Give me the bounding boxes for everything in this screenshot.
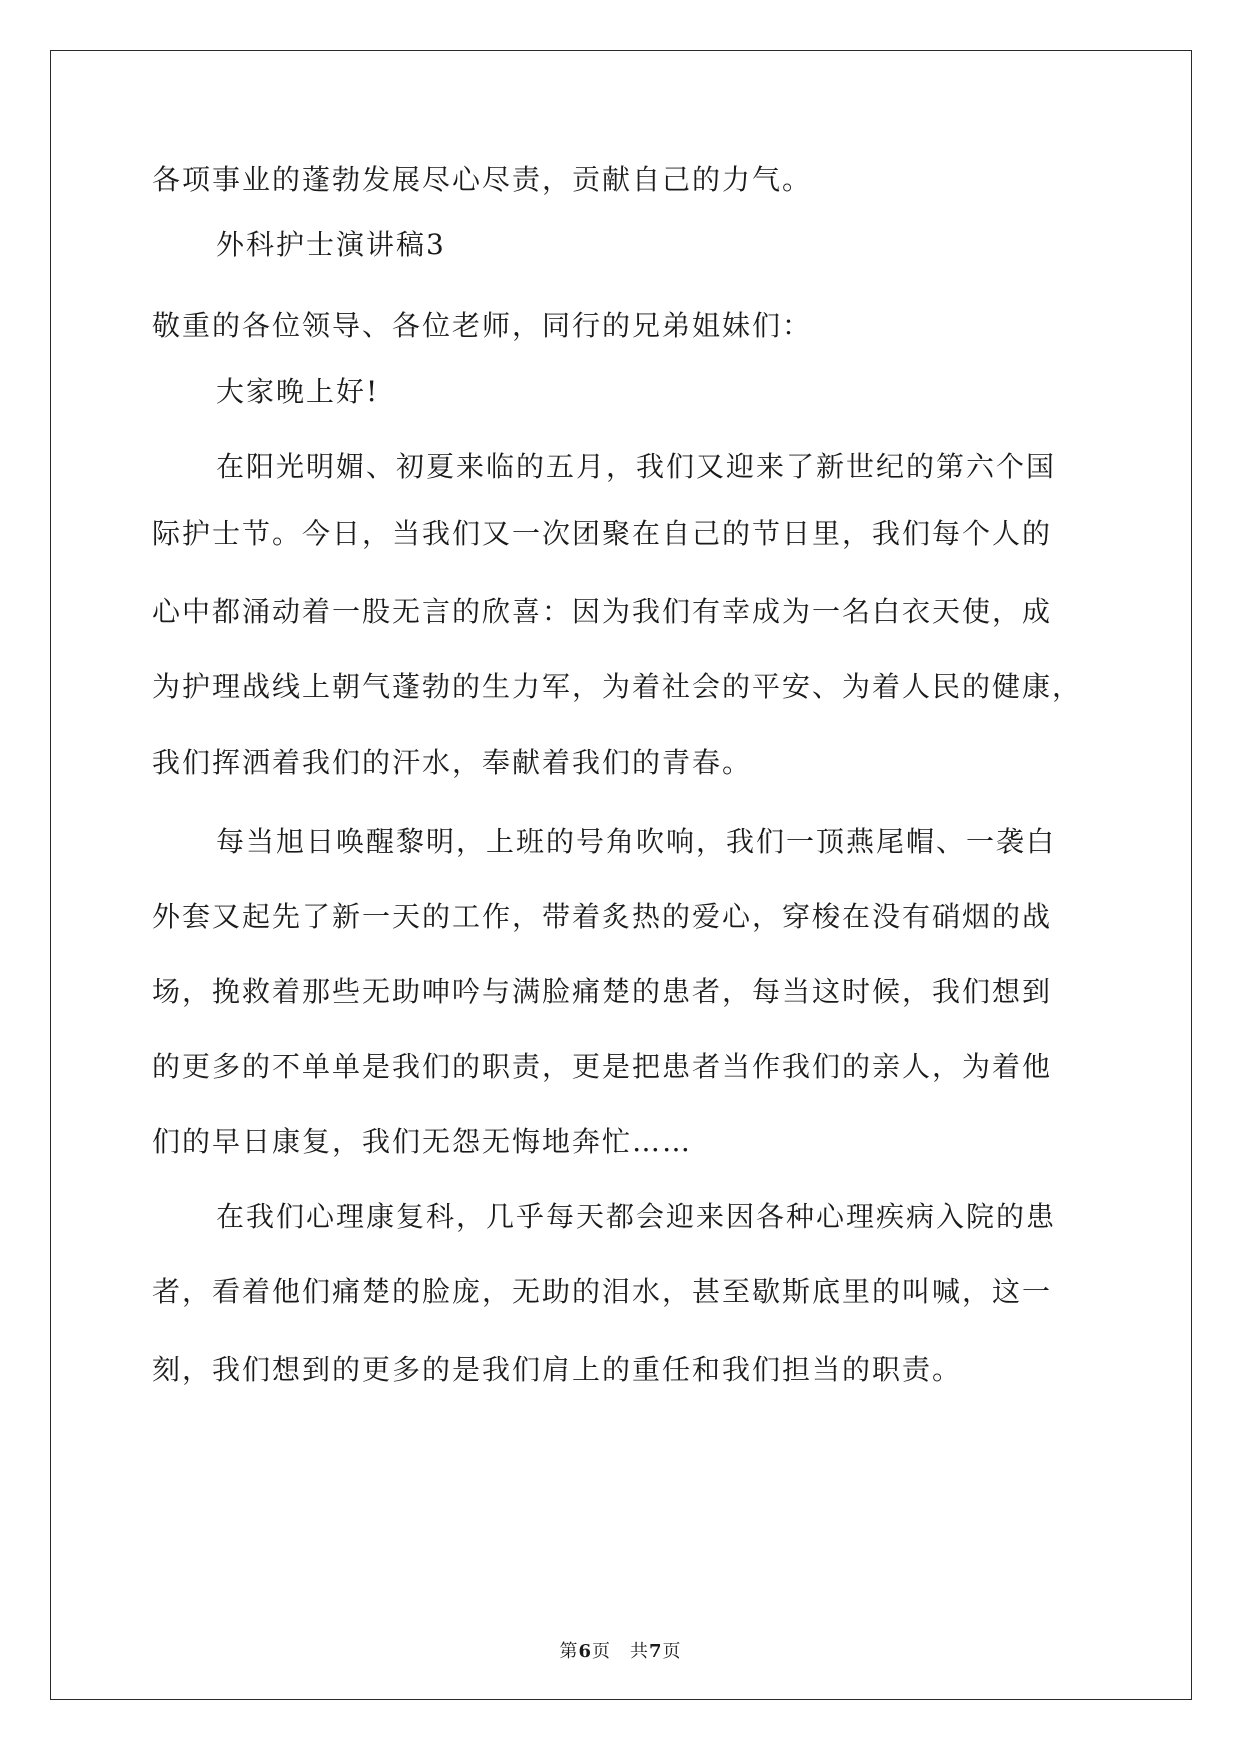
text-line: 每当旭日唤醒黎明，上班的号角吹响，我们一顶燕尾帽、一袭白: [216, 825, 1057, 858]
text-line: 在我们心理康复科，几乎每天都会迎来因各种心理疾病入院的患: [216, 1200, 1057, 1233]
text-line: 心中都涌动着一股无言的欣喜：因为我们有幸成为一名白衣天使，成: [152, 595, 1053, 628]
text-line: 在阳光明媚、初夏来临的五月，我们又迎来了新世纪的第六个国: [216, 450, 1057, 483]
text-line: 各项事业的蓬勃发展尽心尽责，贡献自己的力气。: [152, 163, 813, 196]
text-line: 外套又起先了新一天的工作，带着炙热的爱心，穿梭在没有硝烟的战: [152, 900, 1053, 933]
text-line: 的更多的不单单是我们的职责，更是把患者当作我们的亲人，为着他: [152, 1050, 1053, 1083]
text-line: 们的早日康复，我们无怨无悔地奔忙……: [152, 1125, 693, 1158]
page-footer: [0, 1637, 1241, 1663]
section-heading: 外科护士演讲稿3: [216, 228, 446, 261]
page-label-suffix: 页: [662, 1641, 682, 1662]
page-border: [50, 50, 1192, 1700]
text-line: 为护理战线上朝气蓬勃的生力军，为着社会的平安、为着人民的健康，: [152, 670, 1083, 703]
text-line: 刻，我们想到的更多的是我们肩上的重任和我们担当的职责。: [152, 1353, 963, 1386]
page-label-mid: 页 共: [592, 1641, 649, 1662]
greeting-line: 大家晚上好!: [216, 375, 380, 408]
text-line: 场，挽救着那些无助呻吟与满脸痛楚的患者，每当这时候，我们想到: [152, 975, 1053, 1008]
current-page-number: 6: [578, 1641, 592, 1662]
text-line: 者，看着他们痛楚的脸庞，无助的泪水，甚至歇斯底里的叫喊，这一: [152, 1275, 1053, 1308]
text-line: 我们挥洒着我们的汗水，奉献着我们的青春。: [152, 746, 753, 779]
text-line: 际护士节。今日，当我们又一次团聚在自己的节日里，我们每个人的: [152, 517, 1053, 550]
salutation-line: 敬重的各位领导、各位老师，同行的兄弟姐妹们：: [152, 309, 813, 342]
page-label-prefix: 第: [559, 1641, 579, 1662]
total-pages-number: 7: [649, 1641, 663, 1662]
